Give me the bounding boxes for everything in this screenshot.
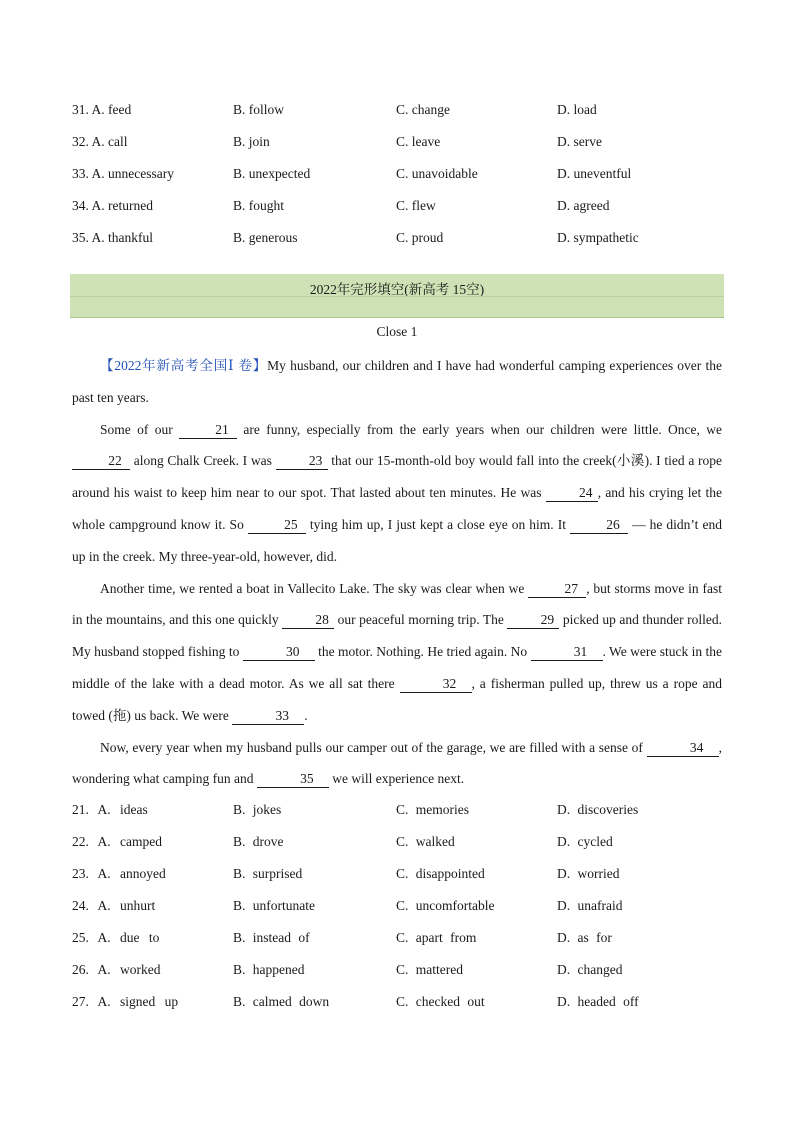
option-row-22 (72, 826, 722, 858)
option-b: B. surprised (233, 866, 303, 881)
section-title: 2022年完形填空(新高考 15空) (309, 282, 485, 297)
option-row-34 (72, 190, 722, 222)
option-a: 33. A. unnecessary (72, 166, 174, 181)
blank-34: 34 (647, 740, 719, 757)
option-b: B. join (233, 134, 270, 149)
option-a: 27. A. signed up (72, 994, 179, 1009)
blank-31: 31 (531, 644, 603, 661)
option-c: C. checked out (396, 994, 485, 1009)
passage-paragraph-4: Now, every year when my husband pulls our camper out of the garage, we are filled with a sense of 34 , wondering what camping fun and 35 we will experience next. (72, 739, 722, 787)
option-row-33 (72, 158, 722, 190)
banner-divider (70, 296, 724, 297)
passage-paragraph-3: Another time, we rented a boat in Vallecito Lake. The sky was clear when we 27 , but storms move in fast in the mountains, and this one quickly 28 our peaceful morning trip. The 29 picked up and thunder rolled. My husband stopped fishing to 30 the motor. Nothing. He tried again. No 31 . We were stuck in the middle of the lake with a dead motor. As we all sat there 32 , a fisherman pulled up, threw us a rope and towed (拖) us back. We were 33 . (72, 580, 722, 723)
option-d: D. headed off (557, 994, 639, 1009)
bottom-options (72, 794, 722, 1018)
passage (72, 350, 722, 795)
blank-23: 23 (276, 453, 328, 470)
option-row-35 (72, 222, 722, 254)
blank-21: 21 (179, 422, 237, 439)
option-c: C. memories (396, 802, 469, 817)
option-a: 31. A. feed (72, 102, 132, 117)
option-d: D. discoveries (557, 802, 639, 817)
section-banner (70, 274, 724, 318)
option-c: C. mattered (396, 962, 463, 977)
option-b: B. happened (233, 962, 305, 977)
option-a: 34. A. returned (72, 198, 153, 213)
blank-35: 35 (257, 771, 329, 788)
option-d: D. uneventful (557, 166, 632, 181)
option-a: 22. A. camped (72, 834, 162, 849)
option-c: C. walked (396, 834, 455, 849)
blank-27: 27 (528, 581, 586, 598)
option-d: D. changed (557, 962, 623, 977)
option-row-24 (72, 890, 722, 922)
option-a: 24. A. unhurt (72, 898, 156, 913)
option-b: B. unexpected (233, 166, 311, 181)
blank-25: 25 (248, 517, 306, 534)
option-b: B. drove (233, 834, 284, 849)
option-b: B. generous (233, 230, 298, 245)
option-b: B. fought (233, 198, 285, 213)
option-d: D. unafraid (557, 898, 623, 913)
option-c: C. leave (396, 134, 441, 149)
blank-32: 32 (400, 676, 472, 693)
option-d: D. worried (557, 866, 620, 881)
option-row-25 (72, 922, 722, 954)
blank-29: 29 (507, 612, 559, 629)
blank-26: 26 (570, 517, 628, 534)
blank-30: 30 (243, 644, 315, 661)
option-row-26 (72, 954, 722, 986)
option-d: D. as for (557, 930, 612, 945)
option-a: 26. A. worked (72, 962, 161, 977)
option-a: 35. A. thankful (72, 230, 154, 245)
option-b: B. instead of (233, 930, 310, 945)
passage-paragraph-1: 【2022年新高考全国Ⅰ 卷】My husband, our children and I have had wonderful camping experiences over the past ten years. (72, 358, 722, 405)
option-c: C. disappointed (396, 866, 485, 881)
option-b: B. calmed down (233, 994, 330, 1009)
option-row-21 (72, 794, 722, 826)
option-row-32 (72, 126, 722, 158)
option-c: C. uncomfortable (396, 898, 495, 913)
blank-33: 33 (232, 708, 304, 725)
option-row-23 (72, 858, 722, 890)
option-c: C. apart from (396, 930, 477, 945)
option-a: 32. A. call (72, 134, 128, 149)
option-c: C. change (396, 102, 450, 117)
close-title: Close 1 (376, 324, 418, 339)
source-tag: 【2022年新高考全国Ⅰ 卷】 (100, 358, 268, 373)
option-d: D. agreed (557, 198, 610, 213)
option-row-31 (72, 94, 722, 126)
blank-22: 22 (72, 453, 130, 470)
option-b: B. jokes (233, 802, 282, 817)
option-d: D. serve (557, 134, 602, 149)
option-c: C. proud (396, 230, 444, 245)
passage-paragraph-2: Some of our 21 are funny, especially from the early years when our children were little. Once, we 22 along Chalk Creek. I was 23 that our 15-month-old boy would fall into the creek(小溪). I tied a rope around his waist to keep him near to our spot. That lasted about ten minutes. He was 24 , and his crying let the whole campground know it. So 25 tying him up, I just kept a close eye on him. It 26 — he didn’t end up in the creek. My three-year-old, however, did. (72, 421, 722, 564)
option-c: C. flew (396, 198, 436, 213)
option-d: D. sympathetic (557, 230, 639, 245)
option-d: D. load (557, 102, 597, 117)
blank-24: 24 (546, 485, 598, 502)
option-b: B. unfortunate (233, 898, 315, 913)
option-c: C. unavoidable (396, 166, 478, 181)
option-b: B. follow (233, 102, 285, 117)
option-a: 25. A. due to (72, 930, 160, 945)
option-a: 23. A. annoyed (72, 866, 166, 881)
top-options (72, 94, 722, 254)
option-d: D. cycled (557, 834, 613, 849)
blank-28: 28 (282, 612, 334, 629)
option-a: 21. A. ideas (72, 802, 148, 817)
option-row-27 (72, 986, 722, 1018)
